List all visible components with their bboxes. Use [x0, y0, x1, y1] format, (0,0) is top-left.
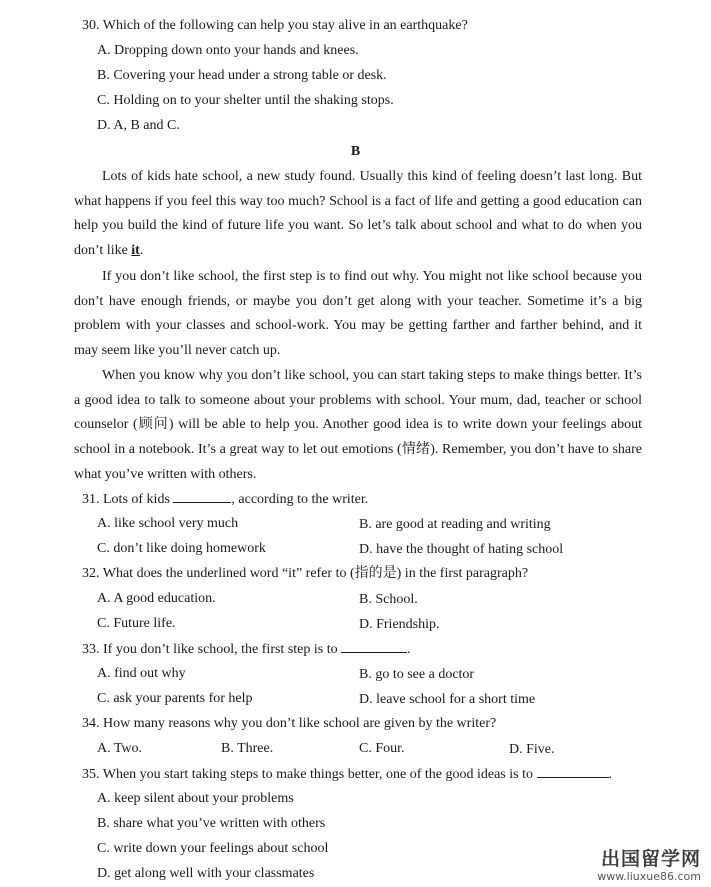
question-30-option-a: A. Dropping down onto your hands and knees.	[97, 43, 359, 58]
question-33-option-d: D. leave school for a short time	[359, 692, 536, 707]
question-35-option-c: C. write down your feelings about school	[97, 841, 329, 856]
question-33-stem-end: .	[407, 642, 411, 657]
answer-blank	[173, 489, 231, 503]
paragraph-1-text: Lots of kids hate school, a new study found. Usually this kind of feeling doesn’t last long. But what happens if you feel this way too much? School is a fact of life and getting a good education can help you build the kind of future life you want. So let’s talk about school and what to do when you don’t like	[74, 169, 642, 259]
question-33-option-b: B. go to see a doctor	[359, 667, 475, 682]
question-35-option-a: A. keep silent about your problems	[97, 791, 294, 806]
paragraph-1-end: .	[139, 243, 144, 259]
passage-paragraph-1	[74, 165, 642, 264]
answer-blank	[537, 764, 609, 778]
question-30-option-d: D. A, B and C.	[97, 118, 180, 133]
question-35-option-d: D. get along well with your classmates	[97, 866, 315, 881]
question-31-option-a: A. like school very much	[97, 516, 239, 531]
section-b-title: B	[350, 144, 361, 159]
site-watermark	[597, 848, 701, 883]
question-33-stem	[82, 639, 411, 660]
question-35-stem	[82, 764, 612, 785]
question-31-stem-start: 31. Lots of kids	[82, 492, 174, 507]
question-31-option-b: B. are good at reading and writing	[359, 517, 551, 532]
passage-paragraph-2: If you don’t like school, the first step is to find out why. You might not like school because you don’t have enough friends, or maybe you don’t get along with your teacher. Sometime it’s a big problem with your classes and school-work. You may be getting farther and farther behind, and it may seem like you’ll never catch up.	[74, 269, 642, 359]
question-35-stem-start: 35. When you start taking steps to make things better, one of the good ideas is to	[82, 767, 537, 782]
question-31-option-c: C. don’t like doing homework	[97, 541, 266, 556]
question-34-stem: 34. How many reasons why you don’t like school are given by the writer?	[82, 716, 497, 731]
answer-blank	[341, 639, 407, 653]
question-32-option-c: C. Future life.	[97, 616, 176, 631]
question-31-stem	[82, 489, 368, 510]
question-33-option-a: A. find out why	[97, 666, 186, 681]
question-34-option-b: B. Three.	[221, 741, 274, 756]
watermark-url: www.liuxue86.com	[597, 870, 701, 883]
question-32-option-d: D. Friendship.	[359, 617, 440, 632]
question-33-option-c: C. ask your parents for help	[97, 691, 253, 706]
question-31-stem-end: , according to the writer.	[231, 492, 369, 507]
question-33-stem-start: 33. If you don’t like school, the first step is to	[82, 642, 342, 657]
question-34-option-a: A. Two.	[97, 741, 143, 756]
underlined-word-it: it	[131, 243, 140, 259]
question-30-option-c: C. Holding on to your shelter until the shaking stops.	[97, 93, 394, 108]
question-32-option-b: B. School.	[359, 592, 418, 607]
question-32-stem: 32. What does the underlined word “it” refer to (指的是) in the first paragraph?	[82, 566, 529, 581]
question-31-option-d: D. have the thought of hating school	[359, 542, 564, 557]
question-34-option-c: C. Four.	[359, 741, 405, 756]
question-35-option-b: B. share what you’ve written with others	[97, 816, 326, 831]
question-34-option-d: D. Five.	[509, 742, 555, 757]
question-30-stem: 30. Which of the following can help you stay alive in an earthquake?	[82, 18, 468, 33]
passage-paragraph-3: When you know why you don’t like school, you can start taking steps to make things better. It’s a good idea to talk to someone about your problems with school. Your mum, dad, teacher or school counselor (顾问) will be able to help you. Another good idea is to write down your feelings about school in a notebook. It’s a great way to let out emotions (情绪). Remember, you don’t have to share what you’ve written with others.	[74, 368, 642, 482]
watermark-logo-text: 出国留学网	[600, 848, 701, 870]
question-35-stem-end: .	[608, 767, 612, 782]
question-30-option-b: B. Covering your head under a strong table or desk.	[97, 68, 387, 83]
question-32-option-a: A. A good education.	[97, 591, 216, 606]
